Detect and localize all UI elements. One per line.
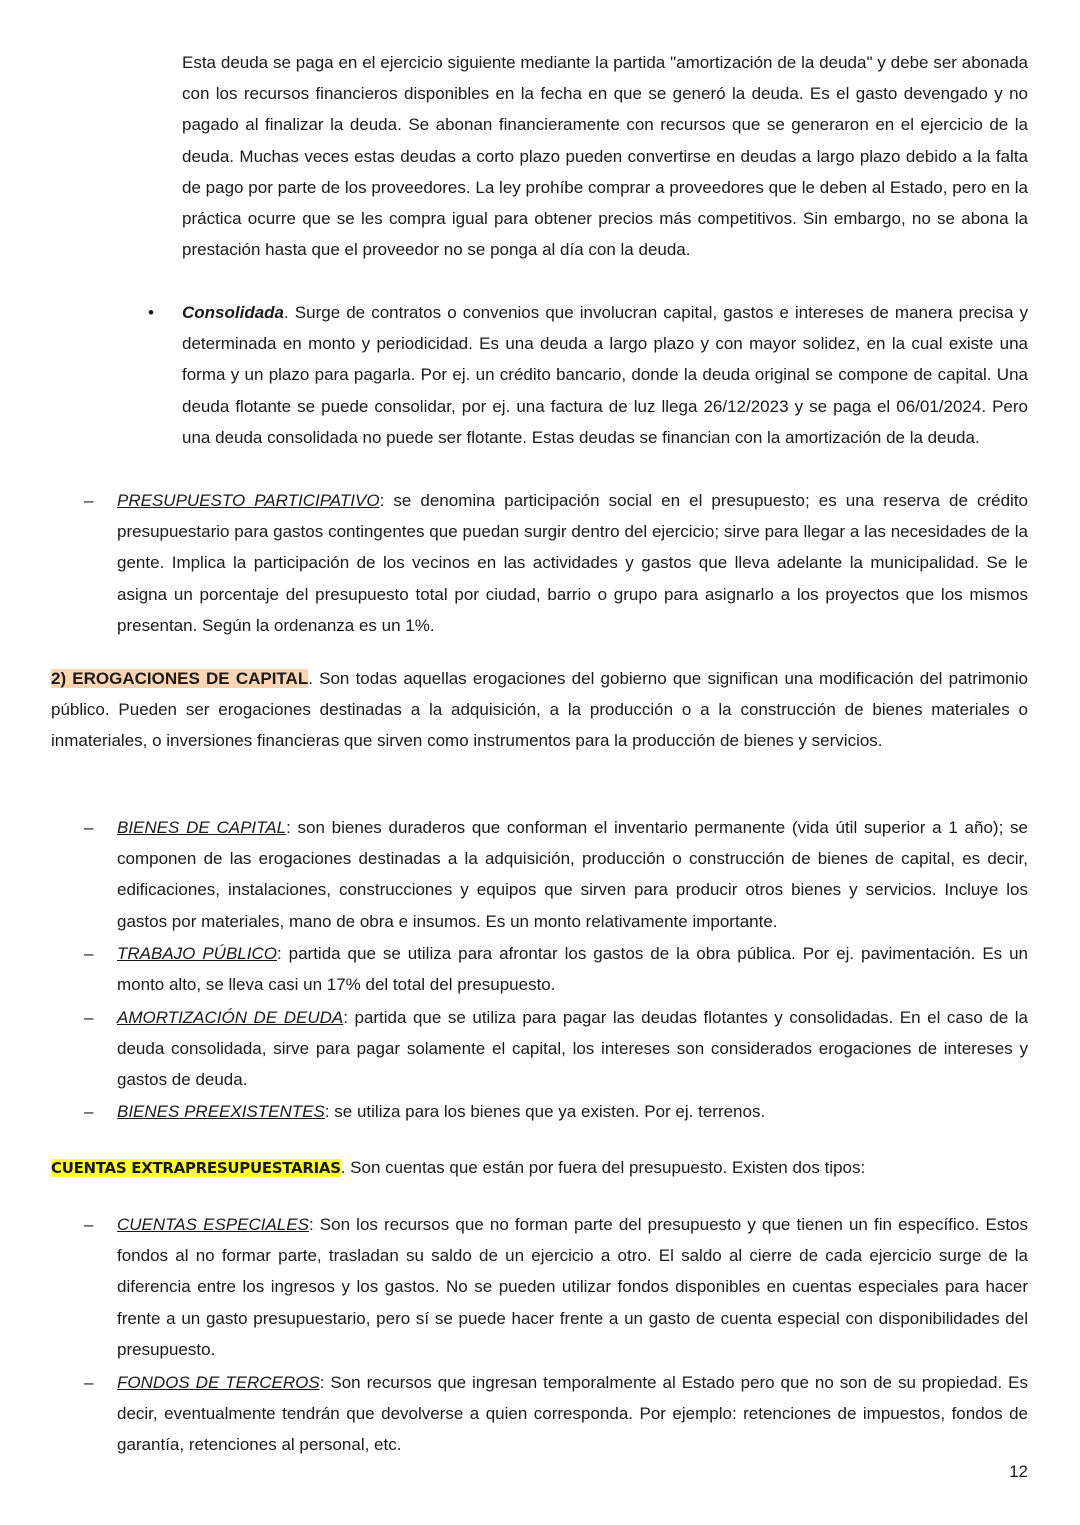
page-number: 12 (1009, 1462, 1028, 1481)
bienes-capital-text: : son bienes duraderos que conforman el inventario permanente (vida útil superior a 1 año); se componen de las erogaciones destinadas a la adquisición, producción o construcción de bienes de capital, es decir, edificaciones, instalaciones, construcciones y equipos que sirven para producir otros bienes y servicios. Incluye los gastos por materiales, mano de obra e insumos. Es un monto relativamente importante. (117, 818, 1028, 931)
consolidada-item (182, 297, 1028, 453)
cuentas-extra-paragraph (51, 1152, 1028, 1184)
cuentas-especiales-term: CUENTAS ESPECIALES (117, 1215, 309, 1234)
dash-marker: – (84, 1102, 94, 1121)
presupuesto-participativo-text: : se denomina participación social en el presupuesto; es una reserva de crédito presupuestario para gastos contingentes que puedan surgir dentro del ejercicio; sirve para llegar a las necesidades de la gente. Implica la participación de los vecinos en las actividades y gastos que lleva adelante la municipalidad. Se le asigna un porcentaje del presupuesto total por ciudad, barrio o grupo para asignarlo a los proyectos que los mismos presentan. Según la ordenanza es un 1%. (117, 491, 1028, 635)
trabajo-publico-term: TRABAJO PÚBLICO (117, 944, 277, 963)
fondos-terceros-term: FONDOS DE TERCEROS (117, 1373, 320, 1392)
bienes-preexistentes-item (117, 1096, 1028, 1127)
bienes-preexistentes-text: : se utiliza para los bienes que ya existen. Por ej. terrenos. (324, 1102, 766, 1121)
bienes-capital-item (117, 812, 1028, 937)
presupuesto-participativo-item (117, 485, 1028, 641)
bienes-preexistentes-term: BIENES PREEXISTENTES (117, 1102, 325, 1121)
cuentas-especiales-text: : Son los recursos que no forman parte del presupuesto y que tienen un fin específico. Estos fondos al no formar parte, trasladan su saldo de un ejercicio a otro. El saldo al cierre de cada ejercicio surge de la diferencia entre los ingresos y los gastos. No se pueden utilizar fondos disponibles en cuentas especiales para hacer frente a un gasto presupuestario, pero sí se puede hacer frente a un gasto de cuenta especial con disponibilidades del presupuesto. (117, 1215, 1028, 1359)
trabajo-publico-item (117, 938, 1028, 1000)
consolidada-text: . Surge de contratos o convenios que involucran capital, gastos e intereses de manera precisa y determinada en monto y periodicidad. Es una deuda a largo plazo y con mayor solidez, en la cual existe una forma y un plazo para pagarla. Por ej. un crédito bancario, donde la deuda original se compone de capital. Una deuda flotante se puede consolidar, por ej. una factura de luz llega 26/12/2023 y se paga el 06/01/2024. Pero una deuda consolidada no puede ser flotante. Estas deudas se financian con la amortización de la deuda. (182, 303, 1028, 447)
erogaciones-capital-heading: 2) EROGACIONES DE CAPITAL (51, 669, 309, 688)
dash-marker: – (84, 1008, 94, 1027)
bullet-dot: • (148, 303, 154, 322)
dash-marker: – (84, 1215, 94, 1234)
erogaciones-capital-paragraph (51, 663, 1028, 757)
erogaciones-capital-text: . Son todas aquellas erogaciones del gobierno que significan una modificación del patrimonio público. Pueden ser erogaciones destinadas a la adquisición, a la producción o a la construcción de bienes materiales o inmateriales, o inversiones financieras que sirven como instrumentos para la producción de bienes y servicios. (51, 669, 1028, 751)
cuentas-especiales-item (117, 1209, 1028, 1365)
amortizacion-deuda-term: AMORTIZACIÓN DE DEUDA (117, 1008, 344, 1027)
intro-paragraph: Esta deuda se paga en el ejercicio siguiente mediante la partida "amortización de la deuda" y debe ser abonada con los recursos financieros disponibles en la fecha en que se generó la deuda. Es el gasto devengado y no pagado al finalizar la deuda. Se abonan financieramente con recursos que se generaron en el ejercicio de la deuda. Muchas veces estas deudas a corto plazo pueden convertirse en deudas a largo plazo debido a la falta de pago por parte de los proveedores. La ley prohíbe comprar a proveedores que le deben al Estado, pero en la práctica ocurre que se les compra igual para obtener precios más competitivos. Sin embargo, no se abona la prestación hasta que el proveedor no se ponga al día con la deuda. (182, 53, 1028, 260)
fondos-terceros-item (117, 1367, 1028, 1461)
presupuesto-participativo-term: PRESUPUESTO PARTICIPATIVO (117, 491, 380, 510)
fondos-terceros-text: : Son recursos que ingresan temporalmente al Estado pero que no son de su propiedad. Es decir, eventualmente tendrán que devolverse a quien corresponda. Por ejemplo: retenciones de impuestos, fondos de garantía, retenciones al personal, etc. (117, 1373, 1028, 1455)
dash-marker: – (84, 818, 94, 837)
dash-marker: – (84, 944, 94, 963)
dash-marker: – (84, 1373, 94, 1392)
consolidada-term: Consolidada (182, 303, 285, 322)
bienes-capital-term: BIENES DE CAPITAL (117, 818, 287, 837)
trabajo-publico-text: : partida que se utiliza para afrontar los gastos de la obra pública. Por ej. pavimentación. Es un monto alto, se lleva casi un 17% del total del presupuesto. (117, 944, 1028, 995)
cuentas-extra-heading: CUENTAS EXTRAPRESUPUESTARIAS (51, 1159, 341, 1177)
dash-marker: – (84, 491, 94, 510)
amortizacion-deuda-text: : partida que se utiliza para pagar las deudas flotantes y consolidadas. En el caso de la deuda consolidada, sirve para pagar solamente el capital, los intereses son considerados erogaciones de intereses y gastos de deuda. (117, 1008, 1028, 1090)
amortizacion-deuda-item (117, 1002, 1028, 1096)
cuentas-extra-text: . Son cuentas que están por fuera del presupuesto. Existen dos tipos: (340, 1158, 866, 1177)
